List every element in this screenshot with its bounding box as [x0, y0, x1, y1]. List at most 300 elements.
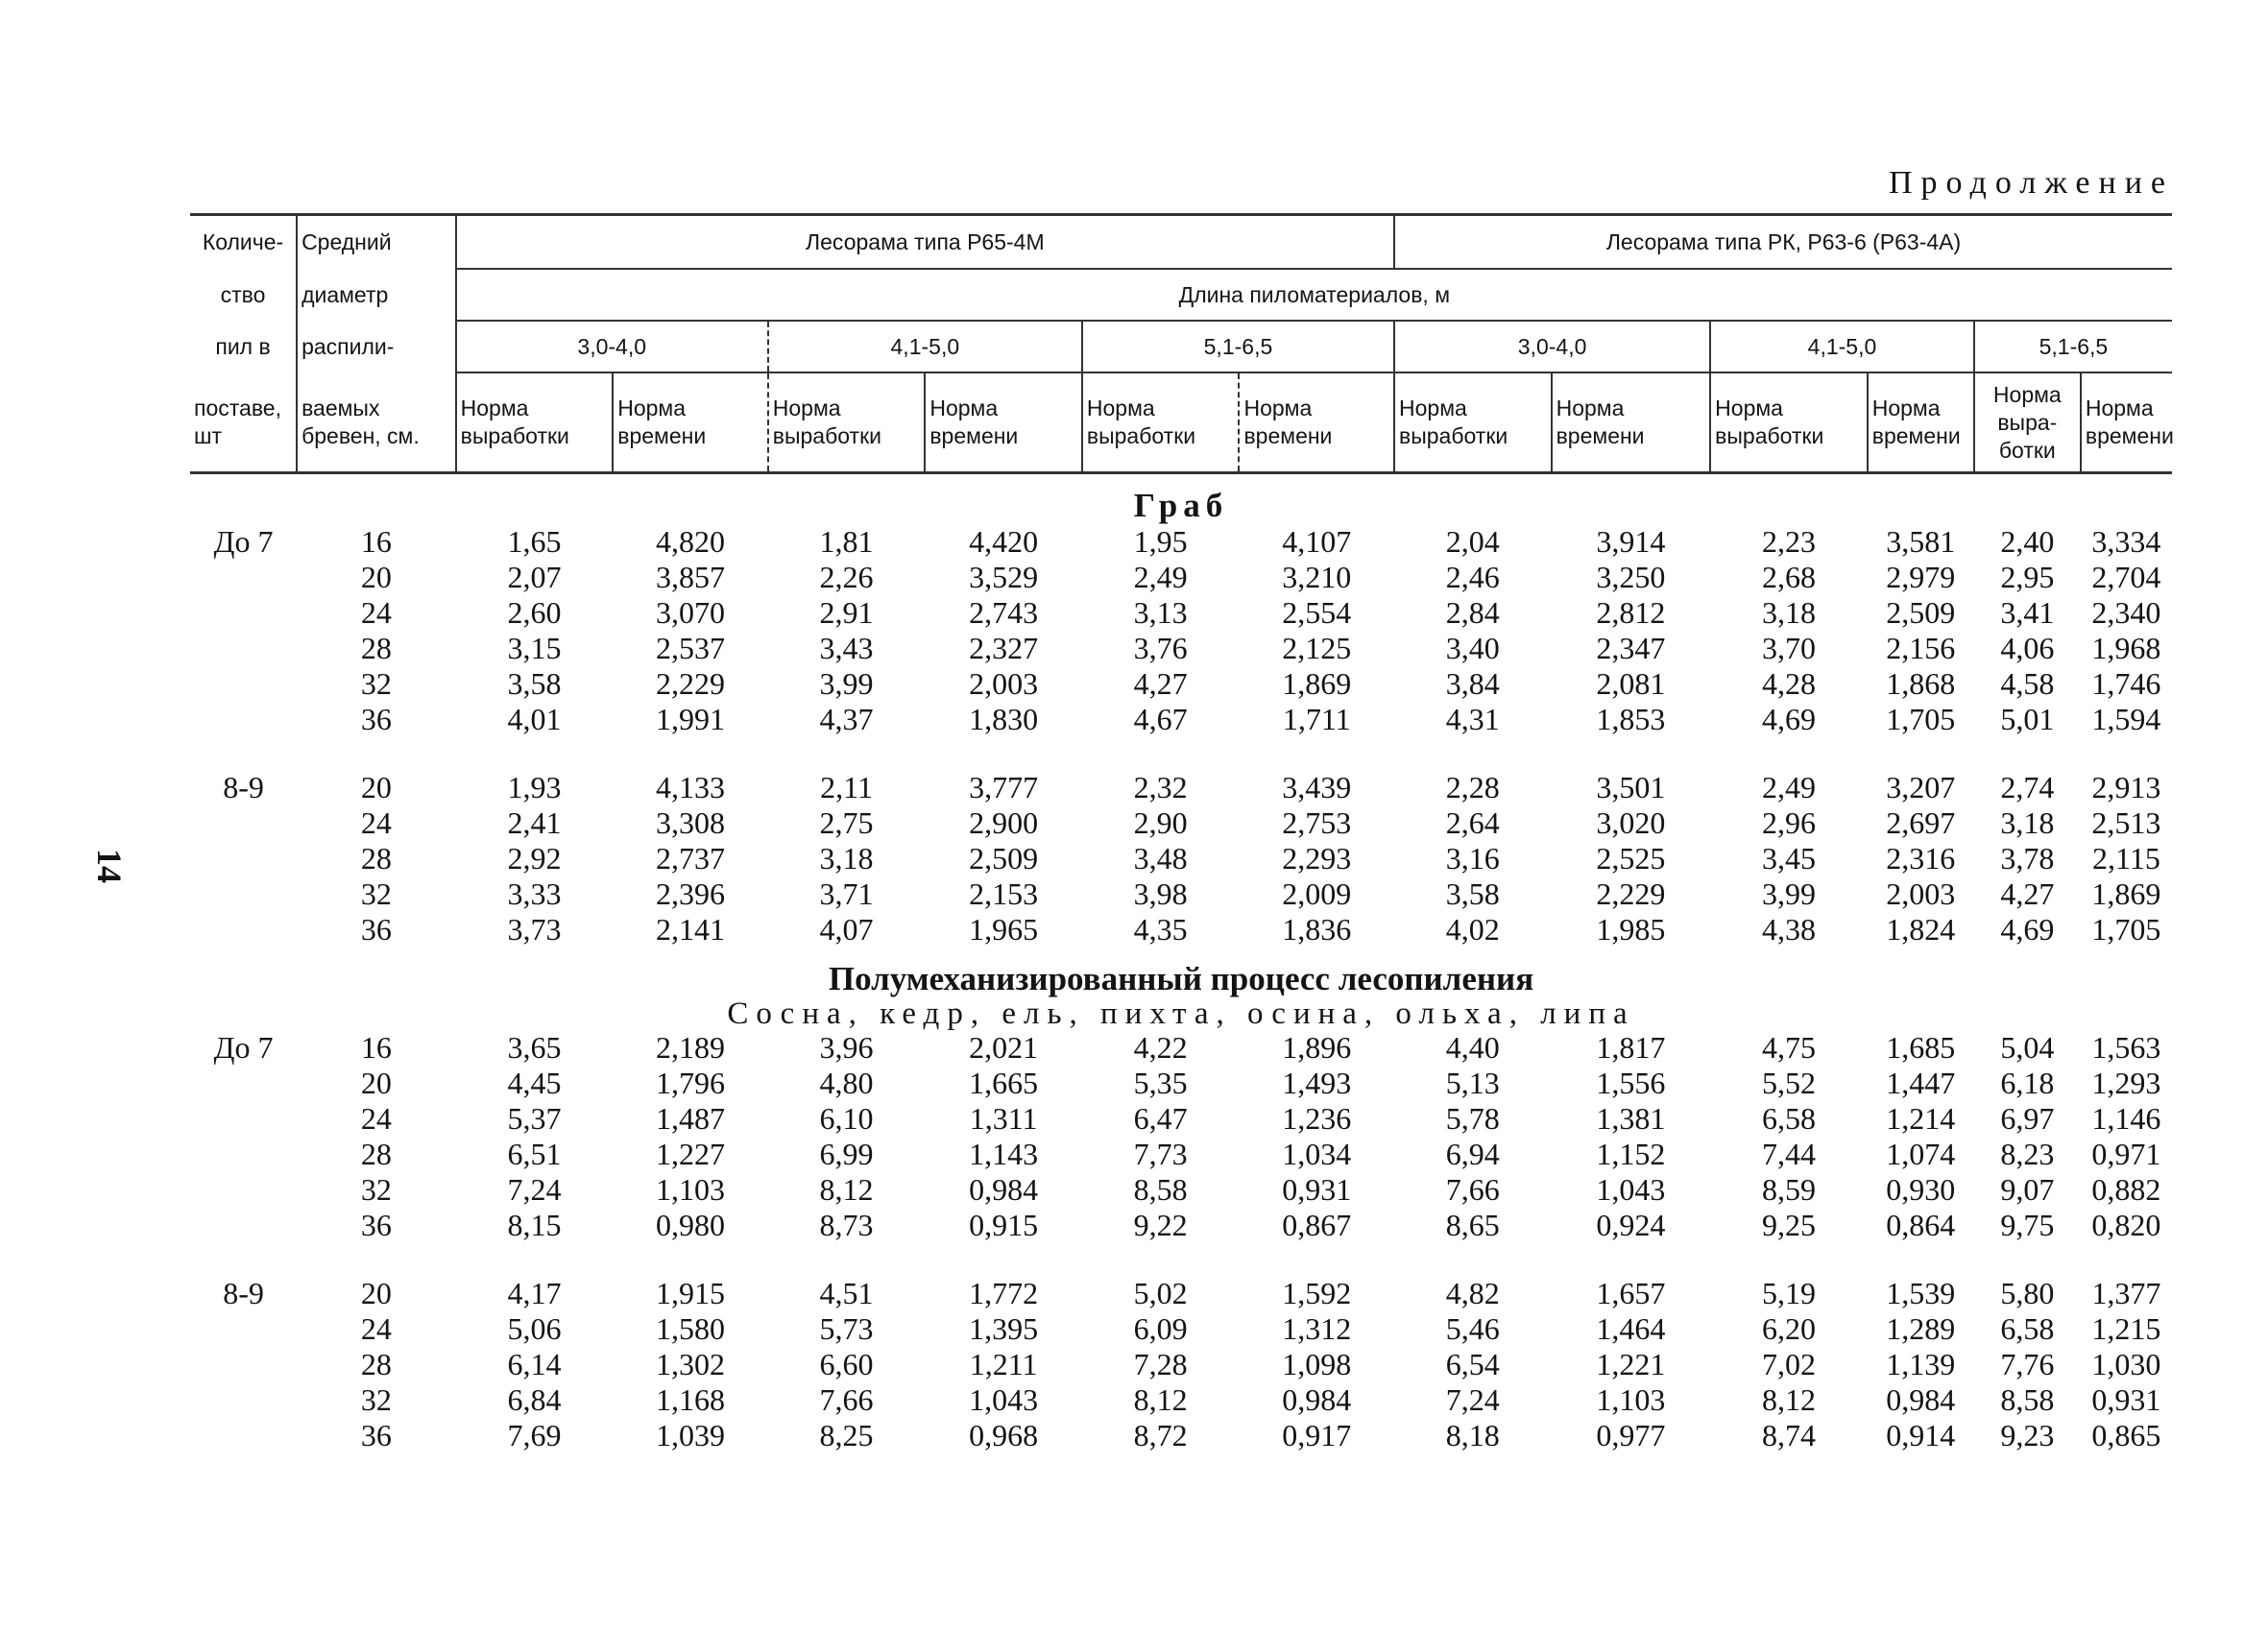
- norm-time-cell: 1,168: [655, 1382, 725, 1417]
- norm-output-cell: 8,23: [2000, 1137, 2055, 1171]
- norm-time-cell: 3,334: [2091, 524, 2161, 559]
- norm-output-cell: 3,18: [819, 841, 874, 876]
- norm-time-cell: 1,594: [2091, 702, 2161, 736]
- diameter-cell: 24: [360, 1311, 392, 1346]
- norm-time-cell: 1,034: [1282, 1137, 1352, 1171]
- norm-time-cell: 3,207: [1886, 770, 1956, 804]
- norm-time-cell: 2,189: [655, 1030, 725, 1065]
- norm-output-cell: 5,35: [1133, 1066, 1188, 1100]
- table-row: [190, 841, 2172, 876]
- diameter-cell: 20: [360, 770, 392, 804]
- norm-output-cell: 5,01: [2000, 702, 2055, 736]
- norm-output-cell: 3,41: [2000, 595, 2055, 630]
- norm-time-cell: 2,737: [655, 841, 725, 876]
- spacer-cell: [190, 737, 2172, 770]
- norm-output-cell: 2,95: [2000, 560, 2055, 594]
- norm-output-cell: 3,58: [507, 666, 562, 701]
- norm-output-cell: 3,96: [819, 1030, 874, 1065]
- norm-time-cell: 1,830: [969, 702, 1039, 736]
- norm-time-cell: 2,513: [2091, 805, 2161, 840]
- norm-output-cell: 7,66: [819, 1382, 874, 1417]
- table-row: [190, 1101, 2172, 1137]
- norm-output-cell: 4,07: [819, 912, 874, 947]
- norm-output-cell: 8,58: [2000, 1382, 2055, 1417]
- norm-time-cell: 0,984: [1886, 1382, 1956, 1417]
- diameter-cell: 28: [360, 1347, 392, 1381]
- norm-output-cell: 3,33: [507, 876, 562, 911]
- norm-time-cell: 1,592: [1282, 1276, 1352, 1310]
- norm-output-cell: 6,47: [1133, 1101, 1188, 1136]
- norm-time-cell: 2,115: [2092, 841, 2160, 876]
- norm-time-cell: 3,857: [655, 560, 725, 594]
- norm-output-cell: 8,73: [819, 1208, 874, 1242]
- norm-time-cell: 2,509: [969, 841, 1039, 876]
- norm-time-cell: 2,153: [969, 876, 1039, 911]
- diameter-cell: 20: [360, 1066, 392, 1100]
- saw-count-cell: [190, 1418, 297, 1453]
- saw-count-cell: [190, 666, 297, 702]
- norm-time-cell: 1,665: [969, 1066, 1039, 1100]
- norm-output-cell: 9,75: [2000, 1208, 2055, 1242]
- norm-output-cell: 3,99: [819, 666, 874, 701]
- table-row: [190, 1311, 2172, 1347]
- diameter-cell: 20: [360, 1276, 392, 1310]
- saw-count-cell: [190, 1137, 297, 1172]
- norm-output-cell: 2,23: [1761, 524, 1816, 559]
- norm-time-cell: 2,229: [1596, 876, 1666, 911]
- norm-output-cell: 2,60: [507, 595, 562, 630]
- group-spacer: [190, 1243, 2172, 1276]
- saw-count-cell: [190, 560, 297, 595]
- header-norm-output: Норма выработки: [1394, 372, 1552, 473]
- norm-output-cell: 3,16: [1445, 841, 1500, 876]
- norm-time-cell: 2,003: [969, 666, 1039, 701]
- norm-time-cell: 1,869: [1282, 666, 1352, 701]
- norm-time-cell: 2,525: [1596, 841, 1666, 876]
- norm-output-cell: 6,58: [1761, 1101, 1816, 1136]
- norm-time-cell: 1,227: [655, 1137, 725, 1171]
- norm-time-cell: 3,529: [969, 560, 1039, 594]
- diameter-cell: 28: [360, 841, 392, 876]
- header-norm-time: Норма времени: [2081, 372, 2172, 473]
- norm-output-cell: 7,28: [1133, 1347, 1188, 1381]
- norm-time-cell: 1,215: [2091, 1311, 2161, 1346]
- norm-time-cell: 1,103: [655, 1172, 725, 1207]
- norm-output-cell: 2,96: [1761, 805, 1816, 840]
- norm-output-cell: 6,54: [1445, 1347, 1500, 1381]
- header-norm-time: Норма времени: [1552, 372, 1711, 473]
- norm-output-cell: 3,73: [507, 912, 562, 947]
- diameter-cell: 24: [360, 595, 392, 630]
- saw-count-cell: [190, 1101, 297, 1137]
- norm-output-cell: 3,58: [1445, 876, 1500, 911]
- norm-time-cell: 0,865: [2091, 1418, 2161, 1452]
- norm-output-cell: 5,73: [819, 1311, 874, 1346]
- norm-time-cell: 1,211: [969, 1347, 1038, 1381]
- header-saw-frame-r65: Лесорама типа Р65-4М: [456, 215, 1394, 270]
- norm-output-cell: 5,19: [1761, 1276, 1816, 1310]
- norm-time-cell: 1,074: [1886, 1137, 1956, 1171]
- table-row: [190, 524, 2172, 560]
- table-row: [190, 1066, 2172, 1101]
- norm-output-cell: 2,64: [1445, 805, 1500, 840]
- header-norm-time: Норма времени: [1868, 372, 1974, 473]
- norm-time-cell: 1,746: [2091, 666, 2161, 701]
- header-length-range: 5,1-6,5: [1082, 321, 1394, 372]
- norm-time-cell: 0,984: [969, 1172, 1039, 1207]
- norm-output-cell: 2,41: [507, 805, 562, 840]
- norm-time-cell: 0,882: [2091, 1172, 2161, 1207]
- header-saw-frame-rk: Лесорама типа РК, Р63-6 (Р63-4А): [1394, 215, 2172, 270]
- norm-time-cell: 1,985: [1596, 912, 1666, 947]
- norm-output-cell: 2,75: [819, 805, 874, 840]
- norm-time-cell: 0,867: [1282, 1208, 1352, 1242]
- norm-time-cell: 0,930: [1886, 1172, 1956, 1207]
- norm-time-cell: 1,214: [1886, 1101, 1956, 1136]
- diameter-cell: 36: [360, 1208, 392, 1242]
- table-row: [190, 876, 2172, 912]
- norm-output-cell: 6,10: [819, 1101, 874, 1136]
- norm-time-cell: 2,293: [1282, 841, 1352, 876]
- diameter-cell: 32: [360, 666, 392, 701]
- norm-time-cell: 3,070: [655, 595, 725, 630]
- norm-output-cell: 7,73: [1133, 1137, 1188, 1171]
- header-saws-line3: пил в: [190, 321, 297, 372]
- norm-output-cell: 6,84: [507, 1382, 562, 1417]
- norm-time-cell: 2,125: [1282, 631, 1352, 665]
- norm-time-cell: 2,081: [1596, 666, 1666, 701]
- norm-output-cell: 6,09: [1133, 1311, 1188, 1346]
- norm-time-cell: 2,003: [1886, 876, 1956, 911]
- norm-output-cell: 3,84: [1445, 666, 1500, 701]
- table-row: [190, 805, 2172, 841]
- norm-output-cell: 3,99: [1761, 876, 1816, 911]
- norm-output-cell: 8,18: [1445, 1418, 1500, 1452]
- norm-time-cell: 3,308: [655, 805, 725, 840]
- norm-time-cell: 1,143: [969, 1137, 1039, 1171]
- section-subtitle: Сосна, кедр, ель, пихта, осина, ольха, липа: [727, 996, 1635, 1031]
- norm-time-cell: 1,539: [1886, 1276, 1956, 1310]
- diameter-cell: 32: [360, 1382, 392, 1417]
- norm-time-cell: 1,563: [2091, 1030, 2161, 1065]
- norm-output-cell: 4,22: [1133, 1030, 1188, 1065]
- norm-time-cell: 3,439: [1282, 770, 1352, 804]
- norm-time-cell: 1,103: [1596, 1382, 1666, 1417]
- saw-count-cell: 8-9: [223, 1276, 264, 1310]
- diameter-cell: 16: [360, 524, 392, 559]
- norm-output-cell: 4,38: [1761, 912, 1816, 947]
- norm-output-cell: 2,32: [1133, 770, 1188, 804]
- norm-time-cell: 1,447: [1886, 1066, 1956, 1100]
- norm-output-cell: 7,24: [507, 1172, 562, 1207]
- norm-time-cell: 1,685: [1886, 1030, 1956, 1065]
- norm-time-cell: 1,836: [1282, 912, 1352, 947]
- norm-output-cell: 3,43: [819, 631, 874, 665]
- norm-time-cell: 1,381: [1596, 1101, 1666, 1136]
- norm-output-cell: 3,98: [1133, 876, 1188, 911]
- norm-time-cell: 3,581: [1886, 524, 1956, 559]
- norm-output-cell: 5,04: [2000, 1030, 2055, 1065]
- saw-count-cell: [190, 595, 297, 631]
- norm-time-cell: 3,250: [1596, 560, 1666, 594]
- norm-time-cell: 0,915: [969, 1208, 1039, 1242]
- norm-output-cell: 2,68: [1761, 560, 1816, 594]
- saw-count-cell: [190, 1066, 297, 1101]
- norm-output-cell: 3,45: [1761, 841, 1816, 876]
- norm-time-cell: 2,156: [1886, 631, 1956, 665]
- norm-output-cell: 9,25: [1761, 1208, 1816, 1242]
- table-row: [190, 595, 2172, 631]
- header-diameter-line3: распили-: [297, 321, 456, 372]
- norm-time-cell: 1,991: [655, 702, 725, 736]
- diameter-cell: 32: [360, 876, 392, 911]
- norm-time-cell: 1,302: [655, 1347, 725, 1381]
- norm-output-cell: 6,60: [819, 1347, 874, 1381]
- norm-output-cell: 8,72: [1133, 1418, 1188, 1452]
- norm-time-cell: 2,913: [2091, 770, 2161, 804]
- saw-count-cell: [190, 1208, 297, 1243]
- norm-output-cell: 2,91: [819, 595, 874, 630]
- header-diameter-line4: ваемых бревен, см.: [297, 372, 456, 473]
- norm-output-cell: 5,52: [1761, 1066, 1816, 1100]
- saw-count-cell: [190, 631, 297, 666]
- diameter-cell: 36: [360, 1418, 392, 1452]
- norm-time-cell: 2,812: [1596, 595, 1666, 630]
- saw-count-cell: [190, 841, 297, 876]
- header-saws-line2: ство: [190, 269, 297, 321]
- norm-time-cell: 3,501: [1596, 770, 1666, 804]
- norm-output-cell: 2,49: [1133, 560, 1188, 594]
- saw-count-cell: [190, 1347, 297, 1382]
- norm-output-cell: 2,92: [507, 841, 562, 876]
- norm-output-cell: 8,15: [507, 1208, 562, 1242]
- norm-time-cell: 1,289: [1886, 1311, 1956, 1346]
- diameter-cell: 36: [360, 912, 392, 947]
- spacer-cell: [190, 1243, 2172, 1276]
- header-norm-output: Норма выработки: [456, 372, 614, 473]
- norm-output-cell: 9,23: [2000, 1418, 2055, 1452]
- norm-time-cell: 1,853: [1596, 702, 1666, 736]
- section-title: Полумеханизированный процесс лесопиления: [828, 960, 1534, 997]
- norm-output-cell: 3,71: [819, 876, 874, 911]
- norm-time-cell: 0,968: [969, 1418, 1039, 1452]
- norm-time-cell: 1,236: [1282, 1101, 1352, 1136]
- norm-output-cell: 4,67: [1133, 702, 1188, 736]
- table-row: [190, 1382, 2172, 1418]
- norm-time-cell: 4,133: [655, 770, 725, 804]
- norm-time-cell: 2,697: [1886, 805, 1956, 840]
- norm-output-cell: 2,46: [1445, 560, 1500, 594]
- norm-time-cell: 1,043: [969, 1382, 1039, 1417]
- diameter-cell: 36: [360, 702, 392, 736]
- norm-output-cell: 2,84: [1445, 595, 1500, 630]
- table-row: [190, 1276, 2172, 1311]
- saw-count-cell: [190, 1382, 297, 1418]
- header-saws-line4: поставе, шт: [190, 372, 297, 473]
- norm-output-cell: 8,12: [1133, 1382, 1188, 1417]
- norm-time-cell: 0,820: [2091, 1208, 2161, 1242]
- norm-time-cell: 1,311: [969, 1101, 1038, 1136]
- norm-output-cell: 4,35: [1133, 912, 1188, 947]
- norm-time-cell: 2,327: [969, 631, 1039, 665]
- norm-time-cell: 1,493: [1282, 1066, 1352, 1100]
- norm-time-cell: 4,820: [655, 524, 725, 559]
- norm-time-cell: 0,971: [2091, 1137, 2161, 1171]
- continuation-label: Продолжение: [1888, 165, 2174, 201]
- norm-time-cell: 2,009: [1282, 876, 1352, 911]
- norm-time-cell: 2,141: [655, 912, 725, 947]
- norm-time-cell: 1,711: [1282, 702, 1351, 736]
- norm-time-cell: 2,704: [2091, 560, 2161, 594]
- norm-time-cell: 1,705: [2091, 912, 2161, 947]
- norm-output-cell: 1,93: [507, 770, 562, 804]
- norm-output-cell: 4,40: [1445, 1030, 1500, 1065]
- norm-output-cell: 3,13: [1133, 595, 1188, 630]
- saw-count-cell: [190, 912, 297, 948]
- table-row: [190, 1418, 2172, 1453]
- table-row: [190, 912, 2172, 948]
- header-norm-time: Норма времени: [1239, 372, 1394, 473]
- norm-output-cell: 4,02: [1445, 912, 1500, 947]
- norm-time-cell: 0,931: [2091, 1382, 2161, 1417]
- norm-time-cell: 2,316: [1886, 841, 1956, 876]
- norm-time-cell: 1,580: [655, 1311, 725, 1346]
- norm-output-cell: 7,24: [1445, 1382, 1500, 1417]
- header-norm-time: Норма времени: [613, 372, 768, 473]
- norm-time-cell: 0,914: [1886, 1418, 1956, 1452]
- norm-output-cell: 4,31: [1445, 702, 1500, 736]
- norm-output-cell: 2,04: [1445, 524, 1500, 559]
- norm-time-cell: 2,753: [1282, 805, 1352, 840]
- norm-time-cell: 1,098: [1282, 1347, 1352, 1381]
- norm-time-cell: 3,020: [1596, 805, 1666, 840]
- norm-time-cell: 0,931: [1282, 1172, 1352, 1207]
- norm-time-cell: 4,420: [969, 524, 1039, 559]
- header-length-range: 5,1-6,5: [1974, 321, 2172, 372]
- section-title: Граб: [1133, 487, 1229, 524]
- norm-time-cell: 2,743: [969, 595, 1039, 630]
- header-diameter-line2: диаметр: [297, 269, 456, 321]
- norm-output-cell: 3,65: [507, 1030, 562, 1065]
- norm-time-cell: 2,979: [1886, 560, 1956, 594]
- diameter-cell: 28: [360, 1137, 392, 1171]
- norm-time-cell: 1,657: [1596, 1276, 1666, 1310]
- norm-output-cell: 9,22: [1133, 1208, 1188, 1242]
- norm-time-cell: 1,796: [655, 1066, 725, 1100]
- norm-time-cell: 1,377: [2091, 1276, 2161, 1310]
- norm-time-cell: 3,210: [1282, 560, 1352, 594]
- norm-output-cell: 3,40: [1445, 631, 1500, 665]
- saw-count-cell: До 7: [213, 1030, 274, 1065]
- norm-output-cell: 7,02: [1761, 1347, 1816, 1381]
- saw-count-cell: [190, 702, 297, 737]
- saw-count-cell: [190, 1311, 297, 1347]
- diameter-cell: 32: [360, 1172, 392, 1207]
- norm-time-cell: 2,229: [655, 666, 725, 701]
- norm-output-cell: 8,12: [819, 1172, 874, 1207]
- norm-output-cell: 1,65: [507, 524, 562, 559]
- norm-output-cell: 3,15: [507, 631, 562, 665]
- norm-output-cell: 4,51: [819, 1276, 874, 1310]
- norm-output-cell: 4,06: [2000, 631, 2055, 665]
- norms-table: [190, 213, 2172, 1453]
- table-row: [190, 1208, 2172, 1243]
- norm-output-cell: 9,07: [2000, 1172, 2055, 1207]
- norm-time-cell: 1,139: [1886, 1347, 1956, 1381]
- norm-time-cell: 1,395: [969, 1311, 1039, 1346]
- diameter-cell: 24: [360, 805, 392, 840]
- norm-output-cell: 4,28: [1761, 666, 1816, 701]
- header-length-range: 4,1-5,0: [768, 321, 1082, 372]
- norm-time-cell: 1,030: [2091, 1347, 2161, 1381]
- norm-output-cell: 4,80: [819, 1066, 874, 1100]
- norm-output-cell: 1,81: [819, 524, 874, 559]
- norm-output-cell: 2,49: [1761, 770, 1816, 804]
- header-saws-line1: Количе-: [190, 215, 297, 270]
- norm-time-cell: 0,924: [1596, 1208, 1666, 1242]
- norm-output-cell: 6,18: [2000, 1066, 2055, 1100]
- norm-time-cell: 1,965: [969, 912, 1039, 947]
- norm-time-cell: 1,896: [1282, 1030, 1352, 1065]
- norm-time-cell: 2,396: [655, 876, 725, 911]
- norm-output-cell: 2,90: [1133, 805, 1188, 840]
- norm-time-cell: 0,984: [1282, 1382, 1352, 1417]
- group-spacer: [190, 737, 2172, 770]
- norm-time-cell: 1,146: [2091, 1101, 2161, 1136]
- header-length-range: 4,1-5,0: [1710, 321, 1974, 372]
- norm-output-cell: 2,26: [819, 560, 874, 594]
- norm-time-cell: 3,777: [969, 770, 1039, 804]
- norm-output-cell: 8,25: [819, 1418, 874, 1452]
- header-norm-time: Норма времени: [925, 372, 1082, 473]
- saw-count-cell: До 7: [213, 524, 274, 559]
- header-norm-output: Норма выра-ботки: [1974, 372, 2081, 473]
- norm-time-cell: 2,021: [969, 1030, 1039, 1065]
- norm-output-cell: 4,27: [2000, 876, 2055, 911]
- saw-count-cell: 8-9: [223, 770, 264, 804]
- table-row: [190, 1347, 2172, 1382]
- section-title-row: [190, 948, 2172, 997]
- table-row: [190, 560, 2172, 595]
- norm-time-cell: 2,509: [1886, 595, 1956, 630]
- header-norm-output: Норма выработки: [1082, 372, 1240, 473]
- norm-output-cell: 4,75: [1761, 1030, 1816, 1065]
- norm-time-cell: 1,772: [969, 1276, 1039, 1310]
- norm-output-cell: 6,51: [507, 1137, 562, 1171]
- norm-output-cell: 4,27: [1133, 666, 1188, 701]
- norm-time-cell: 1,293: [2091, 1066, 2161, 1100]
- norm-time-cell: 2,340: [2091, 595, 2161, 630]
- header-norm-output: Норма выработки: [768, 372, 926, 473]
- norm-output-cell: 6,99: [819, 1137, 874, 1171]
- header-length-range: 3,0-4,0: [1394, 321, 1710, 372]
- norm-output-cell: 7,69: [507, 1418, 562, 1452]
- norm-time-cell: 1,868: [1886, 666, 1956, 701]
- norm-time-cell: 1,464: [1596, 1311, 1666, 1346]
- page-number: 14: [90, 849, 129, 883]
- norm-time-cell: 1,705: [1886, 702, 1956, 736]
- norm-time-cell: 1,043: [1596, 1172, 1666, 1207]
- norm-time-cell: 1,039: [655, 1418, 725, 1452]
- norm-output-cell: 8,74: [1761, 1418, 1816, 1452]
- norm-time-cell: 2,900: [969, 805, 1039, 840]
- norm-output-cell: 4,69: [1761, 702, 1816, 736]
- norm-output-cell: 2,40: [2000, 524, 2055, 559]
- norm-time-cell: 1,869: [2091, 876, 2161, 911]
- diameter-cell: 20: [360, 560, 392, 594]
- norm-time-cell: 1,824: [1886, 912, 1956, 947]
- norm-time-cell: 1,221: [1596, 1347, 1666, 1381]
